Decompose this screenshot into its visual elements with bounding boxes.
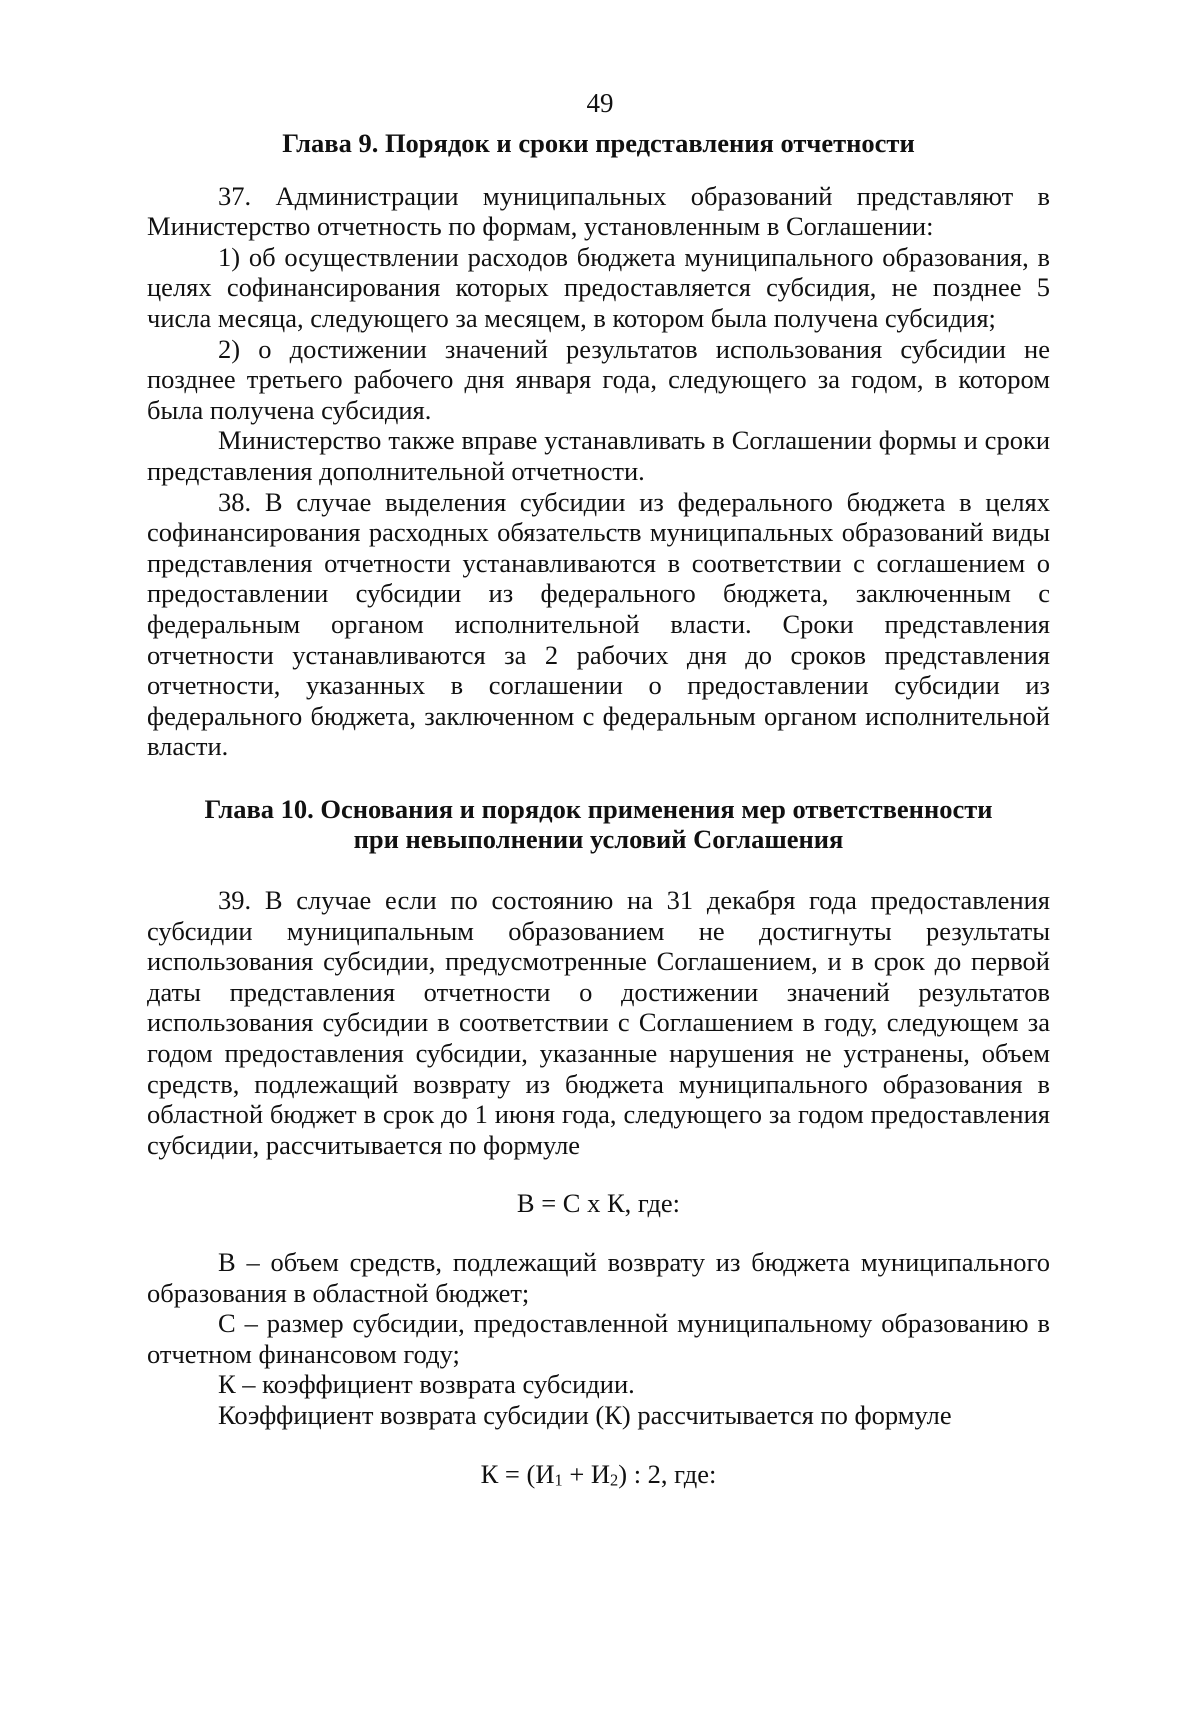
formula-k-prefix: К = (И	[480, 1458, 555, 1489]
formula-v: В = С х К, где:	[516, 1188, 681, 1219]
definition-v: В – объем средств, подлежащий возврату из бюджета муниципального образования в областной бюджет;	[147, 1247, 1050, 1308]
paragraph-37-additional: Министерство также вправе устанавливать в Соглашении формы и сроки представления дополнительной отчетности.	[147, 425, 1050, 486]
page-number: 49	[586, 88, 614, 118]
formula-k-suffix: ) : 2, где:	[618, 1458, 717, 1489]
paragraph-37-item-1: 1) об осуществлении расходов бюджета муниципального образования, в целях софинансирования которых предоставляется субсидия, не позднее 5 числа месяца, следующего за месяцем, в котором была получена субсидия;	[147, 241, 1050, 333]
k-formula-intro: Коэффициент возврата субсидии (К) рассчитывается по формуле	[218, 1399, 952, 1430]
formula-k	[147, 1459, 1050, 1490]
paragraph-37: 37. Администрации муниципальных образований представляют в Министерство отчетность по формам, установленным в Соглашении:	[147, 180, 1050, 242]
chapter-9-title: Глава 9. Порядок и сроки представления отчетности	[282, 128, 915, 158]
definition-k: К – коэффициент возврата субсидии.	[218, 1369, 635, 1400]
paragraph-37-item-2: 2) о достижении значений результатов использования субсидии не позднее третьего рабочего дня января года, следующего за годом, в котором была получена субсидия.	[147, 333, 1050, 425]
chapter-10-title	[147, 794, 1050, 855]
chapter-10-title-line-2: при невыполнении условий Соглашения	[353, 824, 844, 855]
formula-k-middle: + И	[562, 1458, 611, 1489]
paragraph-39: 39. В случае если по состоянию на 31 декабря года предоставления субсидии муниципальным образованием не достигнуты результаты использования субсидии, предусмотренные Соглашением, и в срок до первой даты представления отчетности о достижении значений результатов использования субсидии в соответствии с Соглашением в году, следующем за годом предоставления субсидии, указанные нарушения не устранены, объем средств, подлежащий возврату из бюджета муниципального образования в областной бюджет в срок до 1 июня года, следующего за годом предоставления субсидии, рассчитывается по формуле	[147, 885, 1050, 1160]
definition-c: С – размер субсидии, предоставленной муниципальному образованию в отчетном финансовом году;	[147, 1308, 1050, 1369]
formula-k-sub-2: 2	[610, 1470, 619, 1490]
chapter-10-title-line-1: Глава 10. Основания и порядок применения мер ответственности	[204, 793, 993, 824]
paragraph-38: 38. В случае выделения субсидии из федерального бюджета в целях софинансирования расходных обязательств муниципальных образований виды представления отчетности устанавливаются в соответствии с соглашением о предоставлении субсидии из федерального бюджета, заключенным с федеральным органом исполнительной власти. Сроки представления отчетности устанавливаются за 2 рабочих дня до сроков представления отчетности, указанных в соглашении о предоставлении субсидии из федерального бюджета, заключенном с федеральным органом исполнительной власти.	[147, 486, 1050, 762]
formula-k-sub-1: 1	[554, 1470, 563, 1490]
page-content	[147, 128, 1050, 1489]
